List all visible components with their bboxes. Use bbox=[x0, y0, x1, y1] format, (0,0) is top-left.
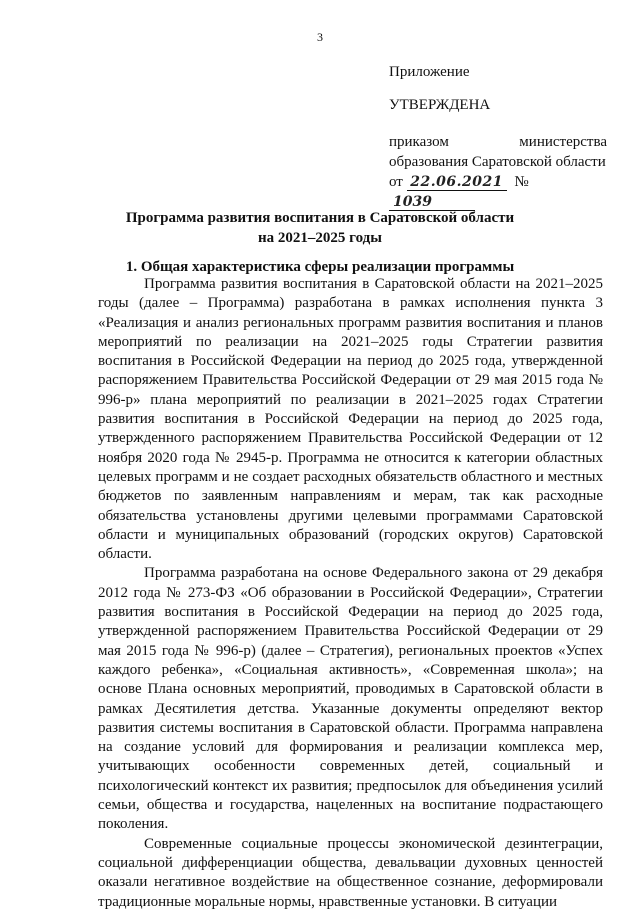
document-title bbox=[0, 208, 640, 248]
handwritten-date: 22.06.2021 bbox=[407, 174, 507, 191]
body-text bbox=[98, 275, 603, 912]
handwritten-number: 1039 bbox=[389, 194, 475, 211]
ministry-word: министерства bbox=[519, 134, 607, 150]
order-word: приказом bbox=[389, 134, 449, 150]
title-line-2: на 2021–2025 годы bbox=[258, 230, 382, 246]
order-line-1 bbox=[389, 132, 607, 152]
page-number: 3 bbox=[317, 30, 323, 44]
date-prefix: от bbox=[389, 174, 403, 190]
number-prefix: № bbox=[514, 174, 529, 190]
section-heading: 1. Общая характеристика сферы реализации программы bbox=[125, 259, 515, 275]
order-line-2: образования Саратовской области bbox=[389, 154, 606, 170]
paragraph: Программа разработана на основе Федерального закона от 29 декабря 2012 года № 273-ФЗ «Об образовании в Российской Федерации», Стратегии развития воспитания в Российской Федерации на период до 2025 года, утвержденной распоряжением Правительства Российской Федерации от 29 мая 2015 года № 996-р) (далее – Стратегия), региональных проектов «Успех каждого ребенка», «Социальная активность», «Современная школа»; на основе Плана основных мероприятий, проводимых в Саратовской области в рамках Десятилетия детства. Указанные документы определяют вектор развития системы воспитания в Саратовской области. Программа направлена на создание условий для формирования и реализации комплекса мер, учитывающих особенности современных детей, социальный и психологический контекст их развития; предпосылок для объединения усилий семьи, общества и государства, нацеленных на воспитание подрастающего поколения. bbox=[98, 565, 603, 833]
paragraph: Современные социальные процессы экономической дезинтеграции, социальной дифференциации общества, девальвации духовных ценностей оказали негативное воздействие на общественное сознание, деформировали традиционные моральные нормы, нравственные установки. В ситуации bbox=[98, 835, 603, 910]
approved-label: УТВЕРЖДЕНА bbox=[389, 97, 491, 113]
paragraph: Программа развития воспитания в Саратовской области на 2021–2025 годы (далее – Программа) разработана в рамках исполнения пункта 3 «Реализация и анализ региональных программ развития воспитания и планов мероприятий по реализации на 2021–2025 годы Стратегии развития воспитания в Российской Федерации на период до 2025 года, утвержденной распоряжением Правительства Российской Федерации от 29 мая 2015 года № 996-р» плана мероприятий по реализации в 2021–2025 годах Стратегии развития воспитания в Российской Федерации на период до 2025 года, утвержденного распоряжением Правительства Российской Федерации от 12 ноября 2020 года № 2945-р. Программа не относится к категории областных целевых программ и не создает расходных обязательств областного и местных бюджетов по заявленным направлениям и мерам, так как расходные обязательства установлены другими целевыми программами Саратовской области и муниципальных образований (городских округов) Саратовской области. bbox=[98, 276, 603, 563]
approval-order-block bbox=[389, 132, 607, 212]
title-line-1: Программа развития воспитания в Саратовской области bbox=[125, 210, 515, 226]
appendix-label: Приложение bbox=[389, 64, 470, 80]
order-date-line bbox=[389, 172, 607, 212]
